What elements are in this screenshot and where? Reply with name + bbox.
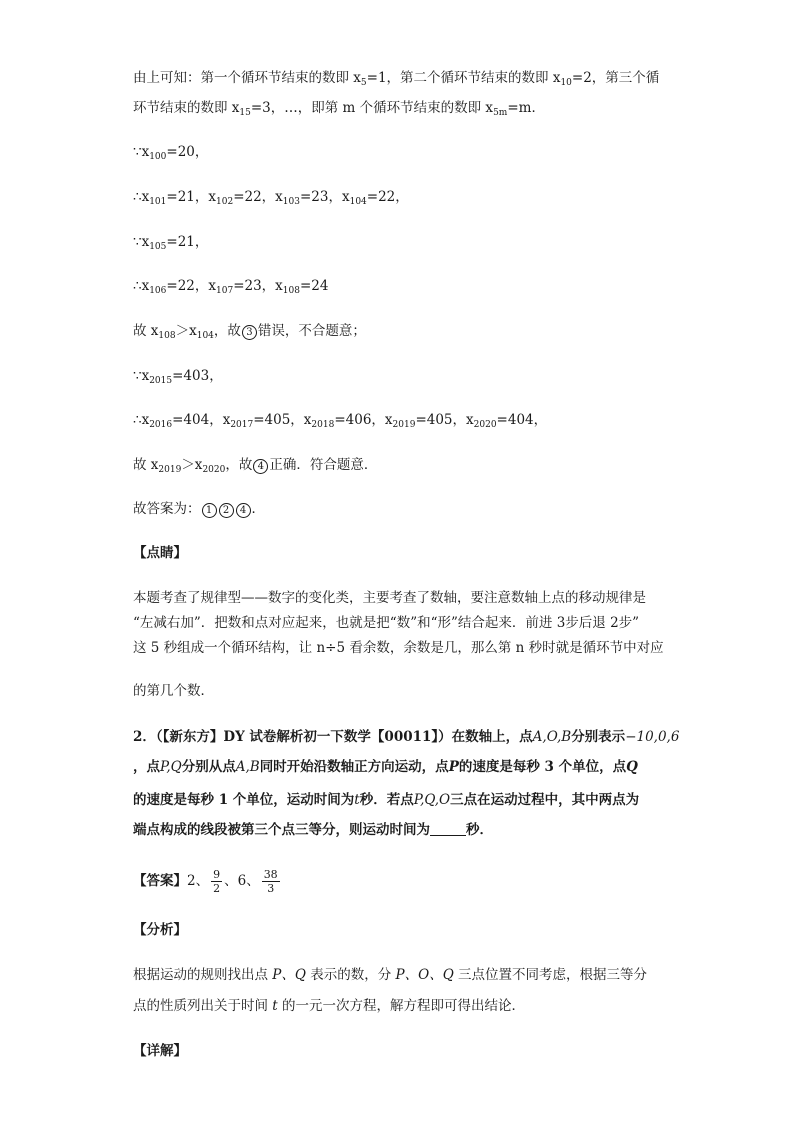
circled-number: 3 xyxy=(242,325,257,340)
subscript: 100 xyxy=(149,152,167,162)
fraction-numerator: 9 xyxy=(213,868,221,881)
text: 环节结束的数即 x xyxy=(133,100,240,116)
text: ∴x xyxy=(133,278,150,294)
text: =22，x xyxy=(166,278,216,294)
text: 秒．若点 xyxy=(359,792,414,808)
text: ∵x xyxy=(133,234,150,250)
solution-line-5 xyxy=(133,232,208,252)
solution-line-1 xyxy=(133,68,659,88)
text: 的速度是每秒 1 个单位，运动时间为 xyxy=(133,792,355,808)
solution-line-11 xyxy=(133,499,265,519)
text: 故答案为： xyxy=(133,501,201,517)
text: ． xyxy=(251,501,265,517)
comment-heading: 【点睛】 xyxy=(133,545,187,561)
subscript: 107 xyxy=(216,286,234,296)
subscript: 2016 xyxy=(149,420,173,430)
text: =m． xyxy=(507,100,545,116)
text: 、 xyxy=(195,873,210,889)
question-line-4 xyxy=(133,820,493,840)
answer-label: 【答案】 xyxy=(133,873,187,889)
circled-number: 1 xyxy=(202,503,217,518)
text: ＞x xyxy=(181,457,203,473)
math-var: A,O,B xyxy=(532,729,572,745)
text: =1，第二个循环节结束的数即 x xyxy=(366,70,561,86)
text: 分别从点 xyxy=(181,759,236,775)
comment-line-2: “左减右加”．把数和点对应起来，也就是把“数”和“形”结合起来．前进 3步后退 2步” xyxy=(133,615,640,631)
answer-value: 6 xyxy=(237,873,247,889)
math-var: P xyxy=(448,759,459,775)
text: =21， xyxy=(166,234,209,250)
question-line-2 xyxy=(133,757,638,777)
math-var: t xyxy=(354,792,360,808)
text: 的速度是每秒 3 个单位，点 xyxy=(458,759,627,775)
text: =24 xyxy=(299,278,329,294)
math-var: P、O、Q xyxy=(395,967,454,983)
fraction xyxy=(262,868,280,895)
subscript: 103 xyxy=(282,197,300,207)
text: 同时开始沿数轴正方向运动，点 xyxy=(259,759,449,775)
solution-line-6 xyxy=(133,276,328,296)
circled-number: 4 xyxy=(253,459,268,474)
text: 点的性质列出关于时间 xyxy=(133,998,273,1014)
subscript: 5 xyxy=(360,78,367,88)
solution-line-8 xyxy=(133,366,223,386)
detail-heading: 【详解】 xyxy=(133,1043,187,1059)
solution-line-3 xyxy=(133,142,208,162)
text: =405，x xyxy=(253,412,312,428)
text: =403， xyxy=(172,368,223,384)
subscript: 10 xyxy=(560,78,572,88)
text: =404，x xyxy=(172,412,231,428)
text: 、 xyxy=(224,873,238,889)
subscript: 2020 xyxy=(202,465,226,475)
subscript: 2019 xyxy=(158,465,182,475)
solution-line-9 xyxy=(133,410,547,430)
analysis-line-1 xyxy=(133,965,647,985)
solution-line-4 xyxy=(133,187,409,207)
math-var: P,Q,O xyxy=(413,792,451,808)
text: 2．（【新东方】DY 试卷解析初一下数学【00011】）在数轴上，点 xyxy=(133,729,533,745)
text: 秒． xyxy=(466,822,493,838)
text: 故 x xyxy=(133,457,159,473)
text: 根据运动的规则找出点 xyxy=(133,967,273,983)
subscript: 2018 xyxy=(311,420,335,430)
text: =3，…，即第 m 个循环节结束的数即 x xyxy=(250,100,494,116)
question-line-3 xyxy=(133,790,639,810)
text: =405，x xyxy=(415,412,474,428)
analysis-line-2 xyxy=(133,996,525,1016)
subscript: 2019 xyxy=(392,420,416,430)
subscript: 106 xyxy=(149,286,167,296)
solution-line-10 xyxy=(133,455,377,475)
text: 三点在运动过程中，其中两点为 xyxy=(450,792,640,808)
fraction-denominator: 3 xyxy=(267,882,275,895)
math-var: A,B xyxy=(235,759,260,775)
text: ∴x xyxy=(133,189,150,205)
math-var: P、Q xyxy=(272,967,306,983)
math-var: −10,0,6 xyxy=(625,729,680,745)
subscript: 102 xyxy=(216,197,234,207)
text: 正确．符合题意． xyxy=(269,457,378,473)
subscript: 108 xyxy=(158,331,176,341)
comment-line-1: 本题考查了规律型——数字的变化类，主要考查了数轴，要注意数轴上点的移动规律是 xyxy=(133,590,646,606)
text: =22，x xyxy=(233,189,283,205)
subscript: 2017 xyxy=(230,420,254,430)
answer-line xyxy=(133,866,282,896)
text: 表示的数，分 xyxy=(305,967,396,983)
answer-value: 2 xyxy=(187,873,196,889)
text: 错误，不合题意； xyxy=(257,323,366,339)
fraction-denominator: 2 xyxy=(213,882,221,895)
math-var: t xyxy=(272,998,278,1014)
text: 、 xyxy=(246,873,260,889)
solution-line-2 xyxy=(133,98,545,118)
subscript: 104 xyxy=(349,197,367,207)
text: =22， xyxy=(366,189,409,205)
subscript: 2015 xyxy=(149,376,173,386)
answer-blank xyxy=(430,821,466,836)
text: ，点 xyxy=(133,759,160,775)
circled-number: 2 xyxy=(219,503,234,518)
text: =23，x xyxy=(299,189,350,205)
solution-line-7 xyxy=(133,321,366,341)
circled-number: 4 xyxy=(236,503,251,518)
fraction xyxy=(211,868,222,895)
text: 分别表示 xyxy=(571,729,626,745)
text: 三点位置不同考虑，根据三等分 xyxy=(453,967,648,983)
subscript: 108 xyxy=(282,286,300,296)
subscript: 15 xyxy=(239,108,251,118)
text: 端点构成的线段被第三个点三等分，则运动时间为 xyxy=(133,822,430,838)
subscript: 2020 xyxy=(473,420,497,430)
text: =404， xyxy=(496,412,548,428)
text: =21，x xyxy=(166,189,216,205)
text: =20， xyxy=(166,144,209,160)
text: 故 x xyxy=(133,323,159,339)
text: 由上可知：第一个循环节结束的数即 x xyxy=(133,70,361,86)
text: ∴x xyxy=(133,412,150,428)
comment-line-4: 的第几个数． xyxy=(133,683,214,699)
fraction-numerator: 38 xyxy=(263,868,278,881)
text: =2，第三个循 xyxy=(571,70,660,86)
text: 的一元一次方程，解方程即可得出结论． xyxy=(277,998,526,1014)
subscript: 101 xyxy=(149,197,167,207)
math-var: P,Q xyxy=(160,759,182,775)
subscript: 5m xyxy=(493,108,508,118)
question-line-1 xyxy=(133,727,679,747)
text: ，故 xyxy=(213,323,241,339)
text: =406，x xyxy=(334,412,393,428)
text: ∵x xyxy=(133,144,150,160)
text: ＞x xyxy=(175,323,197,339)
subscript: 105 xyxy=(149,242,167,252)
analysis-heading: 【分析】 xyxy=(133,922,187,938)
text: =23，x xyxy=(233,278,283,294)
subscript: 104 xyxy=(196,331,214,341)
comment-line-3: 这 5 秒组成一个循环结构，让 n÷5 看余数，余数是几，那么第 n 秒时就是循环节中对应 xyxy=(133,640,664,656)
text: ∵x xyxy=(133,368,150,384)
text: ，故 xyxy=(225,457,253,473)
math-var: Q xyxy=(626,759,638,775)
